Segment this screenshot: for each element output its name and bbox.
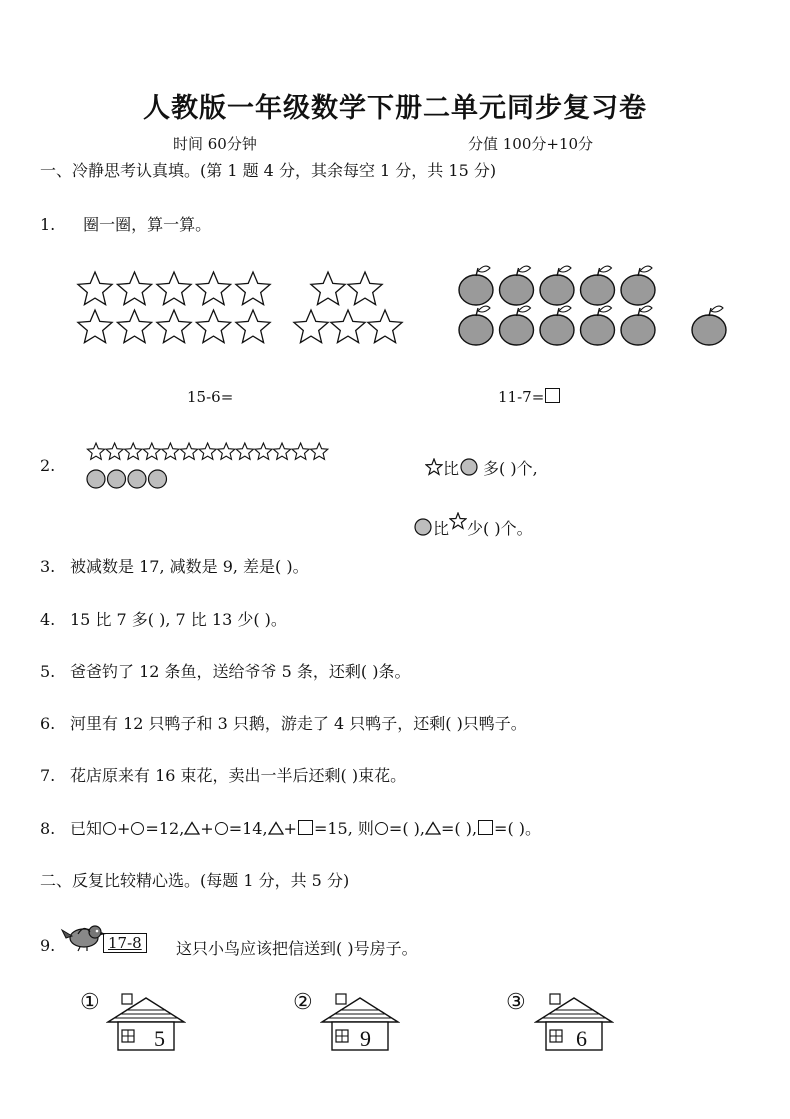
house-number: 6 (576, 1026, 587, 1051)
question-number: 8. (40, 819, 56, 838)
star-icon (236, 443, 253, 459)
q8-plus: + (283, 819, 297, 838)
equation-right (498, 388, 561, 406)
question-9-text: 这只小鸟应该把信送到( )号房子。 (176, 939, 418, 958)
question-text: 河里有 12 只鸭子和 3 只鹅，游走了 4 只鸭子，还剩( )只鸭子。 (70, 714, 527, 733)
star-icon (125, 443, 142, 459)
circle-icon (87, 470, 105, 488)
star-icon (117, 310, 151, 343)
star-icon (294, 310, 328, 343)
star-icon (449, 512, 467, 530)
stars-group-a (78, 272, 270, 343)
circle-icon (459, 458, 479, 476)
q8-plus: + (200, 819, 214, 838)
q2-stars (87, 443, 327, 459)
house-option-1 (80, 990, 100, 1015)
question-text: 15 比 7 多( ), 7 比 13 少( )。 (70, 610, 287, 629)
question-text: 圈一圈，算一算。 (83, 215, 212, 234)
house-icon (534, 992, 614, 1054)
compare-word: 比 (433, 519, 450, 538)
q8-answer-circle: =( ), (388, 819, 425, 838)
question-number: 4. (40, 610, 56, 629)
letter-expression (103, 933, 147, 953)
question-6 (40, 711, 527, 734)
q2-circles (87, 470, 167, 488)
triangle-symbol (184, 821, 200, 835)
answer-box (545, 388, 560, 403)
question-text: 爸爸钓了 12 条鱼，送给爷爷 5 条，还剩( )条。 (70, 662, 411, 681)
star-icon (348, 272, 382, 305)
star-icon (117, 272, 151, 305)
question-number: 1. (40, 215, 56, 234)
compare-word: 比 (443, 459, 460, 478)
exam-score: 分值 100分+10分 (468, 135, 594, 153)
apple-groups (452, 262, 742, 356)
star-icon (196, 310, 230, 343)
expression-box: 17-8 (103, 933, 147, 953)
apple-icon (581, 306, 615, 345)
circle-symbol (103, 822, 116, 835)
question-text: 被减数是 17, 减数是 9, 差是( )。 (70, 557, 309, 576)
circle-icon (108, 470, 126, 488)
house-number: 5 (154, 1026, 165, 1051)
question-2-line-2 (413, 512, 533, 539)
star-icon (78, 272, 112, 305)
question-3 (40, 554, 309, 577)
option-label: ③ (506, 990, 526, 1015)
triangle-symbol (425, 821, 441, 835)
house-option-2 (293, 990, 313, 1015)
apple-icon (540, 266, 574, 305)
star-icon (236, 310, 270, 343)
star-icon (311, 272, 345, 305)
star-groups (70, 262, 420, 352)
apples-group-a (459, 266, 655, 345)
apple-icon (459, 266, 493, 305)
section-1-heading: 一、冷静思考认真填。(第 1 题 4 分，其余每空 1 分，共 15 分) (40, 161, 497, 180)
apple-icon (621, 266, 655, 305)
circle-symbol (131, 822, 144, 835)
apple-icon (500, 306, 534, 345)
star-icon (162, 443, 179, 459)
q8-answer-triangle: =( ), (440, 819, 478, 838)
star-icon (368, 310, 402, 343)
circle-symbol (375, 822, 388, 835)
exam-time: 时间 60分钟 (173, 135, 257, 153)
star-icon (273, 443, 290, 459)
question-7 (40, 763, 406, 786)
question-number: 5. (40, 662, 56, 681)
star-icon (180, 443, 197, 459)
star-icon (106, 443, 123, 459)
star-icon (331, 310, 365, 343)
page-title: 人教版一年级数学下册二单元同步复习卷 (143, 93, 647, 124)
star-icon (218, 443, 235, 459)
question-text: 花店原来有 16 束花，卖出一半后还剩( )束花。 (70, 766, 407, 785)
apple-icon (459, 306, 493, 345)
q8-answer-square: =( )。 (494, 819, 542, 838)
apple-icon (500, 266, 534, 305)
question-2-line-1 (425, 456, 538, 479)
apple-icon (621, 306, 655, 345)
equation-left: 15-6= (187, 388, 234, 406)
star-icon (311, 443, 328, 459)
star-icon (157, 272, 191, 305)
question-9-number: 9. (40, 936, 56, 955)
square-symbol (298, 820, 313, 835)
apple-icon (581, 266, 615, 305)
bird-icon (60, 918, 106, 952)
circle-symbol (215, 822, 228, 835)
q8-eq1: =12, (145, 819, 185, 838)
question-number: 7. (40, 766, 56, 785)
question-8 (40, 816, 541, 839)
star-icon (236, 272, 270, 305)
circle-icon (413, 518, 433, 536)
apple-icon (540, 306, 574, 345)
star-icon (199, 443, 216, 459)
apples-group-b (692, 306, 726, 345)
house-number: 9 (360, 1026, 371, 1051)
question-2-number: 2. (40, 456, 56, 475)
question-1 (40, 212, 211, 235)
house-icon (106, 992, 186, 1054)
equation-right-text: 11-7= (498, 388, 545, 406)
star-icon (292, 443, 309, 459)
question-4 (40, 607, 287, 630)
q8-eq3: =15, 则 (313, 819, 374, 838)
question-5 (40, 659, 410, 682)
star-icon (196, 272, 230, 305)
circle-icon (149, 470, 167, 488)
q8-eq2: =14, (228, 819, 268, 838)
square-symbol (478, 820, 493, 835)
answer-phrase: 多( )个, (483, 459, 538, 478)
triangle-symbol (268, 821, 284, 835)
q8-text-known: 已知 (70, 819, 103, 838)
circle-icon (128, 470, 146, 488)
star-icon (143, 443, 160, 459)
q2-figures (84, 440, 344, 492)
star-icon (78, 310, 112, 343)
answer-phrase: 少( )个。 (467, 519, 533, 538)
house-option-3 (506, 990, 526, 1015)
option-label: ② (293, 990, 313, 1015)
star-icon (255, 443, 272, 459)
apple-icon (692, 306, 726, 345)
stars-group-b (294, 272, 402, 343)
question-number: 3. (40, 557, 56, 576)
house-icon (320, 992, 400, 1054)
question-number: 6. (40, 714, 56, 733)
star-icon (157, 310, 191, 343)
section-2-heading: 二、反复比较精心选。(每题 1 分，共 5 分) (40, 871, 350, 890)
star-icon (425, 458, 443, 476)
star-icon (87, 443, 104, 459)
q8-plus: + (117, 819, 131, 838)
option-label: ① (80, 990, 100, 1015)
